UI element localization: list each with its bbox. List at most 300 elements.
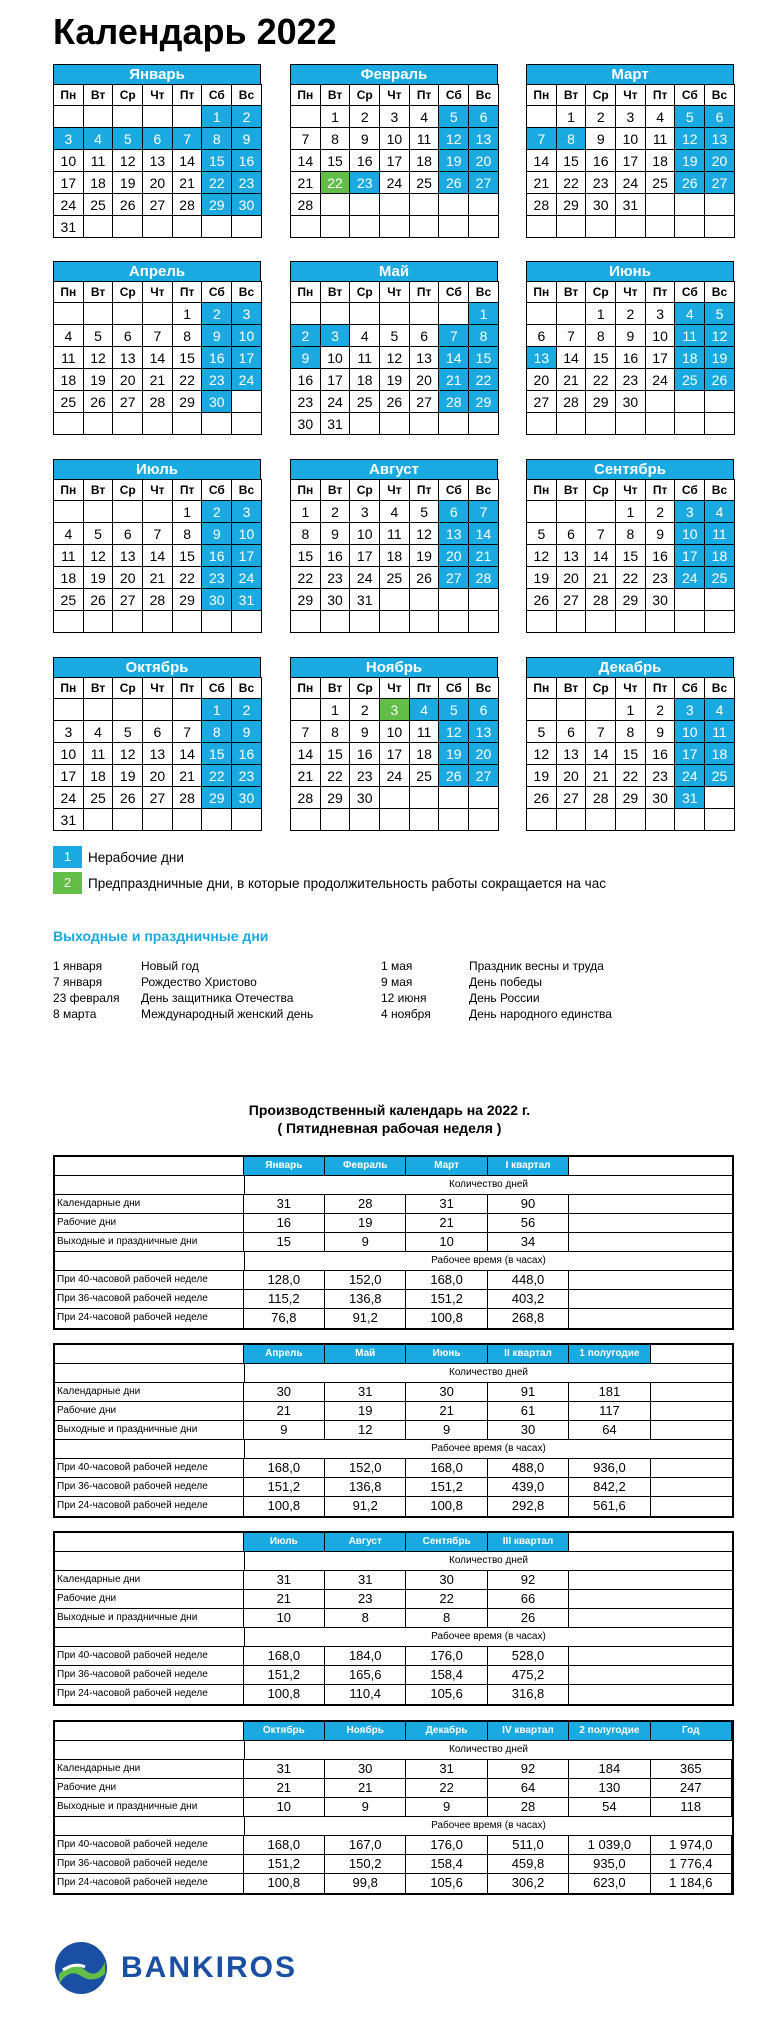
table-cell: 1 776,4 [651, 1855, 732, 1873]
weekday-cell: Пт [172, 480, 202, 501]
day-cell: 12 [527, 743, 557, 765]
day-cell: 13 [409, 347, 439, 369]
day-cell: 5 [409, 501, 439, 523]
table-cell: 16 [244, 1214, 325, 1232]
month-table [526, 281, 735, 435]
day-cell [616, 413, 646, 435]
table-cell: 22 [406, 1779, 487, 1797]
week-row [54, 787, 262, 809]
day-cell: 8 [202, 721, 232, 743]
month-table [53, 281, 262, 435]
day-cell: 17 [675, 743, 705, 765]
weekday-cell: Пн [54, 282, 84, 303]
day-cell: 27 [469, 765, 499, 787]
week-row [291, 523, 499, 545]
weekday-cell: Ср [350, 282, 380, 303]
month-name: Июль [53, 459, 261, 479]
table-row [55, 1647, 732, 1666]
day-cell: 30 [232, 194, 262, 216]
day-cell [527, 501, 557, 523]
week-row [54, 216, 262, 238]
table-row [55, 1214, 732, 1233]
day-cell: 23 [291, 391, 321, 413]
day-cell [143, 809, 173, 831]
day-cell: 29 [469, 391, 499, 413]
week-row [291, 128, 499, 150]
day-cell [586, 216, 616, 238]
table-cell: 9 [325, 1233, 406, 1251]
week-row [527, 545, 735, 567]
week-row [291, 545, 499, 567]
day-cell: 7 [143, 523, 173, 545]
day-cell: 8 [172, 523, 202, 545]
day-cell [380, 216, 410, 238]
day-cell [586, 699, 616, 721]
day-cell: 31 [350, 589, 380, 611]
day-cell: 1 [172, 303, 202, 325]
empty-cell [651, 1402, 732, 1420]
month-calendar [526, 657, 734, 831]
day-cell: 25 [54, 391, 84, 413]
day-cell [143, 106, 173, 128]
day-cell: 25 [705, 567, 735, 589]
day-cell: 11 [83, 743, 113, 765]
day-cell: 3 [350, 501, 380, 523]
table-cell: 151,2 [244, 1855, 325, 1873]
day-cell: 21 [586, 567, 616, 589]
section-label: Рабочее время (в часах) [431, 1631, 546, 1642]
day-cell [232, 413, 262, 435]
day-cell: 9 [202, 523, 232, 545]
day-cell: 9 [645, 721, 675, 743]
day-cell: 26 [113, 787, 143, 809]
holiday-row [381, 958, 612, 974]
table-header-row [55, 1345, 732, 1364]
table-cell: 152,0 [325, 1459, 406, 1477]
table-cell: 168,0 [406, 1271, 487, 1289]
weekday-cell: Вт [556, 480, 586, 501]
holiday-name: День народного единства [469, 1007, 612, 1021]
column-header: Июль [244, 1533, 325, 1551]
day-cell: 10 [54, 150, 84, 172]
table-cell: 12 [325, 1421, 406, 1439]
row-label: Рабочие дни [55, 1779, 244, 1797]
day-cell: 15 [291, 545, 321, 567]
day-cell: 22 [616, 567, 646, 589]
day-cell [143, 501, 173, 523]
day-cell [409, 589, 439, 611]
day-cell [675, 413, 705, 435]
empty-cell [569, 1157, 650, 1175]
weekday-cell: Вс [705, 480, 735, 501]
day-cell [113, 611, 143, 633]
weekday-cell: Вт [83, 85, 113, 106]
table-row [55, 1685, 732, 1704]
day-cell: 30 [202, 391, 232, 413]
day-cell [556, 809, 586, 831]
table-cell: 165,6 [325, 1666, 406, 1684]
day-cell: 18 [83, 172, 113, 194]
table-cell: 66 [488, 1590, 569, 1608]
weekday-cell: Сб [439, 480, 469, 501]
table-cell: 9 [244, 1421, 325, 1439]
month-calendar [53, 459, 261, 633]
day-cell: 2 [586, 106, 616, 128]
day-cell: 24 [54, 194, 84, 216]
day-cell: 27 [705, 172, 735, 194]
day-cell: 5 [113, 128, 143, 150]
day-cell [113, 216, 143, 238]
table-cell: 105,6 [406, 1874, 487, 1893]
day-cell: 13 [143, 150, 173, 172]
day-cell: 24 [380, 765, 410, 787]
day-cell: 21 [469, 545, 499, 567]
table-cell: 115,2 [244, 1290, 325, 1308]
month-table [53, 677, 262, 831]
day-cell [113, 413, 143, 435]
day-cell: 6 [705, 106, 735, 128]
week-row [54, 523, 262, 545]
day-cell [113, 106, 143, 128]
day-cell: 26 [705, 369, 735, 391]
day-cell [202, 216, 232, 238]
legend-preholiday-swatch: 2 [53, 872, 82, 894]
table-cell: 136,8 [325, 1290, 406, 1308]
week-row [291, 391, 499, 413]
row-label: При 36-часовой рабочей неделе [55, 1290, 244, 1308]
row-label: При 40-часовой рабочей неделе [55, 1836, 244, 1854]
day-cell [350, 216, 380, 238]
holiday-row [53, 974, 313, 990]
day-cell: 19 [113, 172, 143, 194]
empty-cell [651, 1478, 732, 1496]
weekday-cell: Ср [586, 282, 616, 303]
day-cell [54, 501, 84, 523]
day-cell: 29 [556, 194, 586, 216]
day-cell [54, 413, 84, 435]
day-cell: 4 [705, 501, 735, 523]
day-cell [469, 809, 499, 831]
day-cell: 16 [586, 150, 616, 172]
day-cell: 11 [350, 347, 380, 369]
table-row [55, 1478, 732, 1497]
month-name: Август [290, 459, 498, 479]
day-cell: 17 [54, 172, 84, 194]
day-cell: 28 [556, 391, 586, 413]
day-cell [469, 413, 499, 435]
day-cell: 20 [113, 369, 143, 391]
weekday-cell: Пт [645, 282, 675, 303]
day-cell: 21 [586, 765, 616, 787]
holiday-date: 7 января [53, 975, 103, 989]
day-cell [616, 611, 646, 633]
table-cell: 19 [325, 1402, 406, 1420]
day-cell: 28 [143, 391, 173, 413]
weekday-cell: Чт [143, 85, 173, 106]
day-cell [143, 611, 173, 633]
weekday-cell: Вт [83, 480, 113, 501]
table-cell: 167,0 [325, 1836, 406, 1854]
day-cell: 18 [54, 369, 84, 391]
month-name: Сентябрь [526, 459, 734, 479]
table-header-row [55, 1157, 732, 1176]
day-cell: 23 [645, 765, 675, 787]
day-cell: 5 [380, 325, 410, 347]
table-cell: 118 [651, 1798, 732, 1816]
weekday-cell: Сб [439, 678, 469, 699]
day-cell: 1 [172, 501, 202, 523]
legend-preholiday-label: Предпраздничные дни, в которые продолжительность работы сокращается на час [88, 875, 606, 891]
day-cell: 24 [232, 567, 262, 589]
table-cell: 21 [325, 1779, 406, 1797]
weekday-cell: Вт [556, 678, 586, 699]
production-table [53, 1531, 734, 1706]
table-cell: 1 184,6 [651, 1874, 732, 1893]
empty-cell [569, 1533, 650, 1551]
day-cell: 7 [143, 325, 173, 347]
row-label: При 36-часовой рабочей неделе [55, 1666, 244, 1684]
day-cell [202, 413, 232, 435]
table-cell: 8 [325, 1609, 406, 1627]
day-cell: 16 [350, 150, 380, 172]
row-label: Календарные дни [55, 1383, 244, 1401]
day-cell: 18 [705, 545, 735, 567]
table-cell: 64 [488, 1779, 569, 1797]
table-section-row [55, 1252, 732, 1271]
day-cell: 29 [616, 787, 646, 809]
weekday-cell: Пн [291, 85, 321, 106]
table-cell: 31 [244, 1571, 325, 1589]
week-row [527, 216, 735, 238]
week-row [54, 765, 262, 787]
day-cell: 14 [291, 743, 321, 765]
month-table [526, 479, 735, 633]
column-header: Май [325, 1345, 406, 1363]
week-row [54, 545, 262, 567]
weekday-cell: Ср [350, 480, 380, 501]
day-cell [556, 501, 586, 523]
weekday-cell: Сб [675, 282, 705, 303]
empty-cell [569, 1233, 650, 1251]
day-cell: 23 [645, 567, 675, 589]
holiday-name: День защитника Отечества [141, 991, 294, 1005]
holiday-name: Новый год [141, 959, 199, 973]
day-cell: 15 [202, 150, 232, 172]
empty-cell [569, 1685, 650, 1704]
week-row [527, 743, 735, 765]
column-header: Сентябрь [406, 1533, 487, 1551]
day-cell [232, 809, 262, 831]
day-cell: 27 [556, 589, 586, 611]
day-cell [586, 611, 616, 633]
week-row [54, 743, 262, 765]
section-label: Количество дней [449, 1555, 528, 1566]
day-cell: 15 [172, 545, 202, 567]
table-row [55, 1459, 732, 1478]
month-calendar [290, 459, 498, 633]
day-cell [409, 216, 439, 238]
day-cell: 21 [556, 369, 586, 391]
week-row [527, 809, 735, 831]
table-row [55, 1195, 732, 1214]
table-cell: 100,8 [244, 1874, 325, 1893]
row-label: При 24-часовой рабочей неделе [55, 1309, 244, 1328]
weekday-cell: Ср [350, 85, 380, 106]
empty-cell [651, 1685, 732, 1704]
day-cell [556, 303, 586, 325]
day-cell: 23 [350, 765, 380, 787]
day-cell [439, 413, 469, 435]
table-cell: 168,0 [244, 1459, 325, 1477]
day-cell: 1 [202, 699, 232, 721]
table-row [55, 1798, 732, 1817]
table-cell: 292,8 [488, 1497, 569, 1516]
day-cell [705, 216, 735, 238]
row-label: Календарные дни [55, 1571, 244, 1589]
column-header: Январь [244, 1157, 325, 1175]
week-row [527, 611, 735, 633]
day-cell: 15 [469, 347, 499, 369]
day-cell: 15 [172, 347, 202, 369]
empty-cell [651, 1459, 732, 1477]
empty-cell [569, 1647, 650, 1665]
day-cell [232, 611, 262, 633]
column-header: I квартал [488, 1157, 569, 1175]
holiday-date: 4 ноября [381, 1007, 431, 1021]
week-row [54, 150, 262, 172]
week-row [527, 128, 735, 150]
day-cell: 21 [291, 172, 321, 194]
day-cell [705, 611, 735, 633]
weekday-cell: Ср [586, 480, 616, 501]
month-name: Март [526, 64, 734, 84]
production-table [53, 1343, 734, 1518]
day-cell [320, 194, 350, 216]
week-row [527, 391, 735, 413]
day-cell: 27 [439, 567, 469, 589]
day-cell: 20 [527, 369, 557, 391]
day-cell: 24 [54, 787, 84, 809]
table-cell: 528,0 [488, 1647, 569, 1665]
week-row [54, 809, 262, 831]
week-row [54, 347, 262, 369]
row-label [55, 1817, 245, 1835]
weekday-cell: Пт [645, 480, 675, 501]
day-cell: 5 [113, 721, 143, 743]
day-cell [202, 809, 232, 831]
day-cell [616, 216, 646, 238]
weekday-cell: Вт [320, 678, 350, 699]
day-cell [705, 413, 735, 435]
day-cell: 23 [350, 172, 380, 194]
day-cell [527, 303, 557, 325]
empty-cell [651, 1497, 732, 1516]
day-cell: 19 [675, 150, 705, 172]
day-cell: 10 [380, 721, 410, 743]
day-cell: 25 [83, 194, 113, 216]
weekday-cell: Пт [172, 85, 202, 106]
holiday-row [381, 990, 612, 1006]
day-cell [83, 303, 113, 325]
day-cell: 6 [527, 325, 557, 347]
week-row [527, 106, 735, 128]
weekday-cell: Сб [202, 282, 232, 303]
table-cell: 168,0 [244, 1836, 325, 1854]
day-cell: 20 [556, 765, 586, 787]
day-cell: 21 [143, 369, 173, 391]
day-cell: 8 [172, 325, 202, 347]
weekday-row [291, 85, 499, 106]
weekday-cell: Пн [527, 85, 557, 106]
holiday-row [381, 1006, 612, 1022]
week-row [54, 194, 262, 216]
table-cell: 935,0 [569, 1855, 650, 1873]
day-cell: 7 [586, 523, 616, 545]
holiday-row [53, 1006, 313, 1022]
table-cell: 31 [244, 1195, 325, 1213]
table-cell: 30 [325, 1760, 406, 1778]
day-cell [527, 611, 557, 633]
day-cell [83, 611, 113, 633]
weekday-cell: Ср [586, 678, 616, 699]
day-cell [113, 699, 143, 721]
holiday-row [53, 958, 313, 974]
day-cell: 25 [350, 391, 380, 413]
day-cell: 28 [291, 194, 321, 216]
day-cell: 29 [202, 194, 232, 216]
day-cell: 30 [616, 391, 646, 413]
weekday-row [527, 85, 735, 106]
day-cell: 22 [586, 369, 616, 391]
week-row [527, 787, 735, 809]
week-row [527, 589, 735, 611]
week-row [54, 721, 262, 743]
day-cell: 1 [320, 699, 350, 721]
row-label [55, 1176, 245, 1194]
table-cell: 15 [244, 1233, 325, 1251]
column-header: Апрель [244, 1345, 325, 1363]
day-cell [172, 216, 202, 238]
table-cell: 117 [569, 1402, 650, 1420]
day-cell [527, 216, 557, 238]
day-cell: 1 [320, 106, 350, 128]
day-cell: 30 [202, 589, 232, 611]
empty-cell [651, 1290, 732, 1308]
day-cell: 3 [675, 501, 705, 523]
day-cell: 16 [645, 545, 675, 567]
day-cell: 27 [527, 391, 557, 413]
legend-nonworking-label: Нерабочие дни [88, 849, 184, 865]
day-cell [527, 413, 557, 435]
table-row [55, 1309, 732, 1328]
holiday-name: Международный женский день [141, 1007, 314, 1021]
day-cell: 20 [705, 150, 735, 172]
month-name: Ноябрь [290, 657, 498, 677]
row-label: Календарные дни [55, 1760, 244, 1778]
table-cell: 151,2 [244, 1666, 325, 1684]
production-subtitle: ( Пятидневная рабочая неделя ) [277, 1120, 502, 1136]
table-cell: 158,4 [406, 1666, 487, 1684]
table-cell: 136,8 [325, 1478, 406, 1496]
day-cell: 1 [586, 303, 616, 325]
holiday-date: 1 мая [381, 959, 413, 973]
week-row [54, 589, 262, 611]
table-cell: 184 [569, 1760, 650, 1778]
row-label [55, 1533, 244, 1551]
weekday-cell: Вс [705, 282, 735, 303]
day-cell [675, 216, 705, 238]
row-label: Рабочие дни [55, 1214, 244, 1232]
